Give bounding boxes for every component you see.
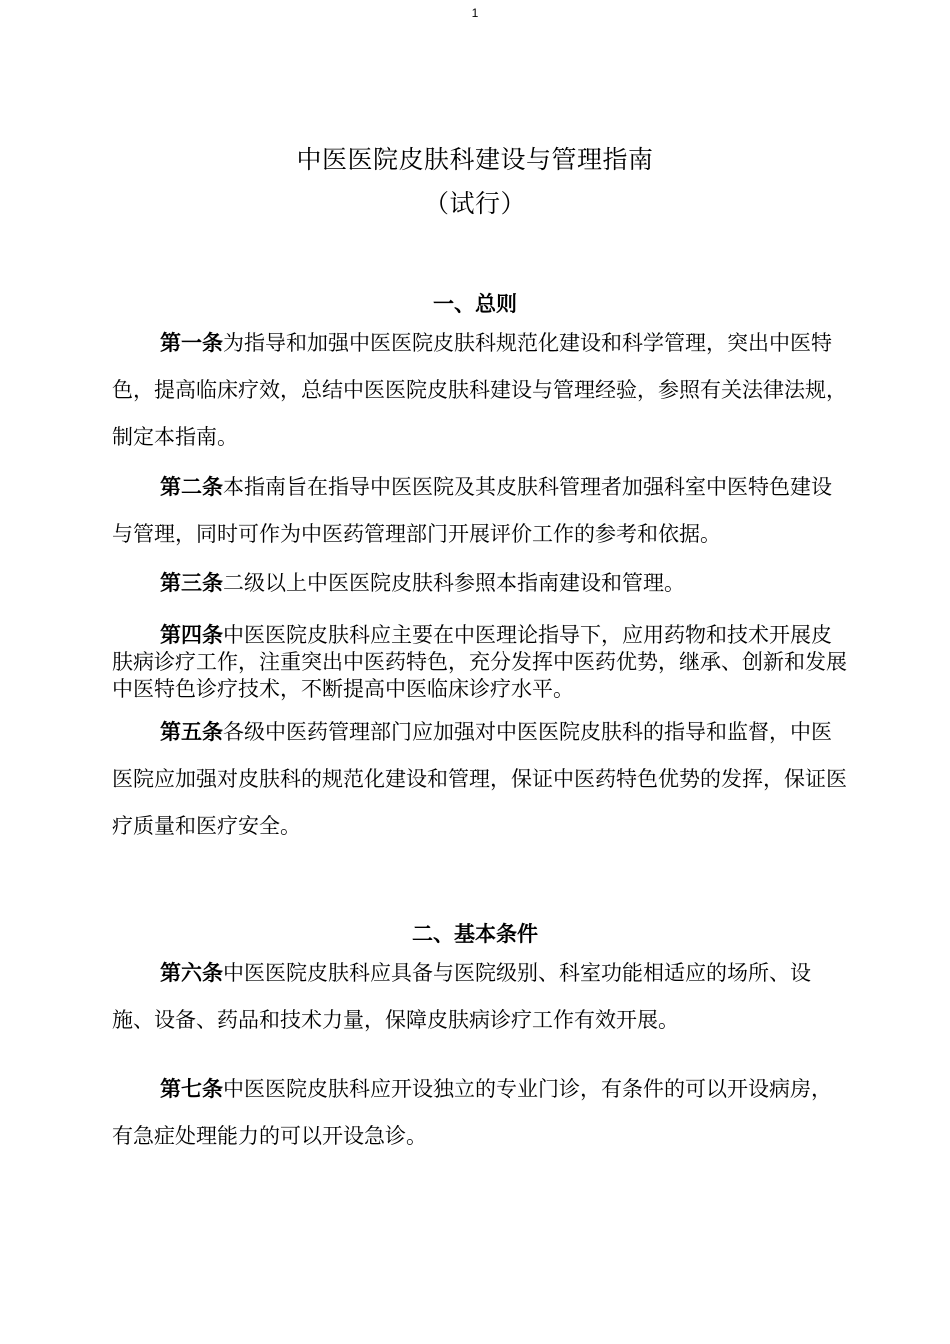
article-text: 各级中医药管理部门应加强对中医医院皮肤科的指导和监督，中医医院应加强对皮肤科的规范化建设和管理，保证中医药特色优势的发挥，保证医疗质量和医疗安全。: [112, 720, 847, 838]
section-heading-general: 一、总则: [433, 292, 517, 316]
article-text: 二级以上中医医院皮肤科参照本指南建设和管理。: [223, 571, 685, 595]
article-label: 第一条: [160, 331, 223, 355]
article-3: [112, 560, 852, 607]
article-text: 中医医院皮肤科应开设独立的专业门诊，有条件的可以开设病房，有急症处理能力的可以开设急诊。: [112, 1077, 832, 1148]
article-text: 中医医院皮肤科应具备与医院级别、科室功能相适应的场所、设施、设备、药品和技术力量，保障皮肤病诊疗工作有效开展。: [112, 961, 811, 1032]
article-4: [112, 622, 852, 703]
page-number: 1: [471, 6, 479, 20]
article-text: 本指南旨在指导中医医院及其皮肤科管理者加强科室中医特色建设与管理，同时可作为中医药管理部门开展评价工作的参考和依据。: [112, 475, 832, 546]
section-heading-basic-conditions: 二、基本条件: [412, 922, 538, 946]
article-label: 第四条: [160, 623, 223, 647]
document-title: 中医医院皮肤科建设与管理指南: [296, 145, 654, 174]
article-2: [112, 464, 852, 558]
article-6: [112, 950, 852, 1044]
article-label: 第三条: [160, 571, 223, 595]
article-label: 第六条: [160, 961, 223, 985]
article-7: [112, 1066, 852, 1160]
article-text: 为指导和加强中医医院皮肤科规范化建设和科学管理，突出中医特色，提高临床疗效，总结中医医院皮肤科建设与管理经验，参照有关法律法规，制定本指南。: [112, 331, 847, 449]
article-1: [112, 320, 852, 461]
article-label: 第二条: [160, 475, 223, 499]
article-5: [112, 709, 852, 850]
document-subtitle: （试行）: [423, 189, 526, 218]
article-label: 第七条: [160, 1077, 223, 1101]
article-label: 第五条: [160, 720, 223, 744]
article-text: 中医医院皮肤科应主要在中医理论指导下，应用药物和技术开展皮肤病诊疗工作，注重突出中医药特色，充分发挥中医药优势，继承、创新和发展中医特色诊疗技术，不断提高中医临床诊疗水平。: [112, 623, 847, 701]
